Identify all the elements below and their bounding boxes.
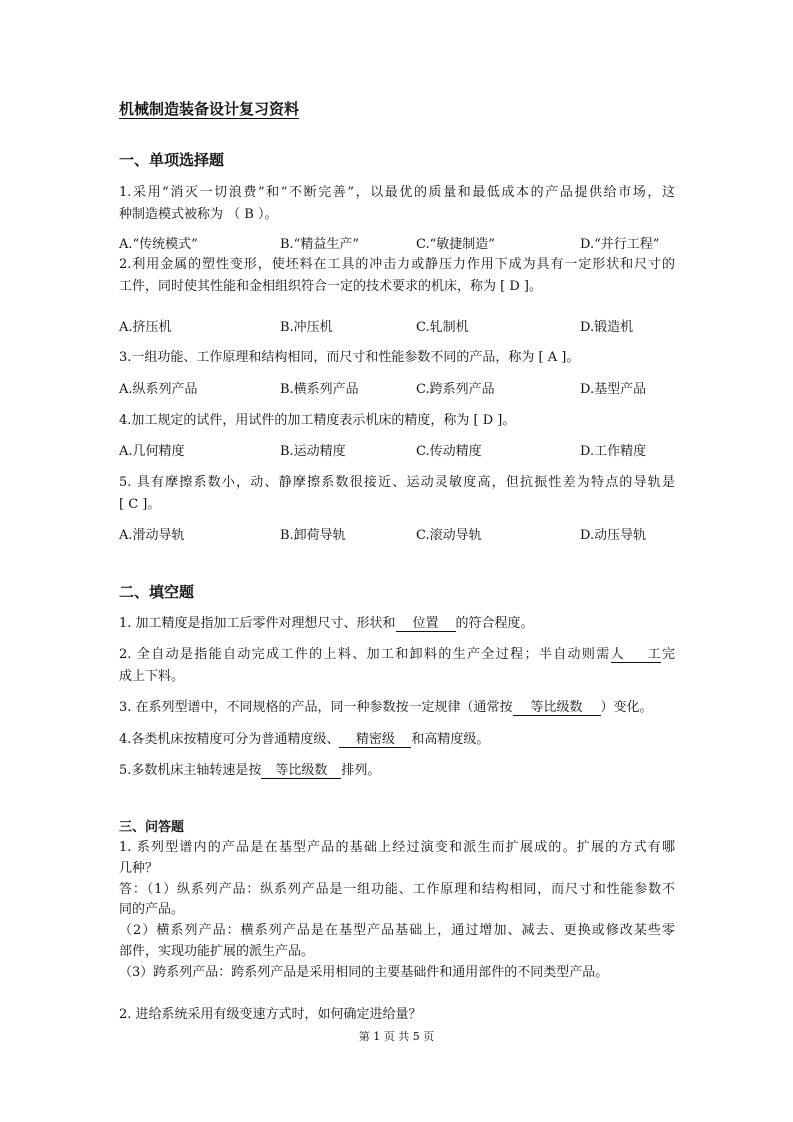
fill-in-question <box>119 763 380 779</box>
qa-text: 部件，实现功能扩展的派生产品。 <box>119 944 315 959</box>
question-text: 和高精度级。 <box>411 732 490 747</box>
fill-in-answer: 等比级数 <box>261 764 341 779</box>
question-text: 成上下料。 <box>119 669 185 684</box>
fill-in-answer: 精密级 <box>339 733 411 748</box>
question-text: 1. 加工精度是指加工后零件对理想尺寸、形状和 <box>119 616 396 631</box>
question-text: 4.加工规定的试件，用试件的加工精度表示机床的精度，称为 [ D ]。 <box>119 413 516 428</box>
fill-in-question <box>119 647 675 663</box>
answer-option: D.“并行工程” <box>580 237 660 252</box>
answer-option: C.传动精度 <box>416 444 482 459</box>
question-text: 工件，同时使其性能和金相组织符合一定的技术要求的机床，称为 [ D ]。 <box>119 279 542 294</box>
answer-option: B.横系列产品 <box>280 382 359 397</box>
answer-option: D.动压导轨 <box>580 528 647 543</box>
question-text: [ C ]。 <box>119 497 161 512</box>
question-text: 种制造模式被称为 （ B ）。 <box>119 207 278 222</box>
answer-option: A.纵系列产品 <box>119 382 198 397</box>
question-text: 2.利用金属的塑性变形，使坯料在工具的冲击力或静压力作用下成为具有一定形状和尺寸的 <box>119 257 675 272</box>
document-title: 机械制造装备设计复习资料 <box>119 100 300 118</box>
question-text: 3. 在系列型谱中，不同规格的产品，同一种参数按一定规律（通常按 <box>119 700 513 715</box>
question-text: 2. 全自动是指能自动完成工件的上料、加工和卸料的生产全过程；半自动则需 <box>119 647 611 662</box>
question-text: 3.一组功能、工作原理和结构相同，而尺寸和性能参数不同的产品，称为 [ A ]。 <box>119 350 580 365</box>
fill-in-question <box>119 732 489 748</box>
answer-option: A.几何精度 <box>119 444 185 459</box>
question-text: 4.各类机床按精度可分为普通精度级、 <box>119 732 340 747</box>
section-heading-fill: 二、填空题 <box>119 583 195 601</box>
fill-in-question <box>119 616 534 632</box>
question-text: 排列。 <box>341 763 381 778</box>
answer-option: C.滚动导轨 <box>416 528 482 543</box>
fill-in-question <box>119 700 653 716</box>
question-text: 5.多数机床主轴转速是按 <box>119 763 262 778</box>
answer-option: D.基型产品 <box>580 382 647 397</box>
answer-option: B.卸荷导轨 <box>280 528 346 543</box>
section-heading-qa: 三、问答题 <box>119 820 185 835</box>
answer-option: B.“精益生产” <box>280 237 359 252</box>
answer-option: A.“传统模式” <box>119 237 198 252</box>
question-text: ）变化。 <box>600 700 653 715</box>
qa-text: 几种？ <box>119 860 159 876</box>
question-text: 的符合程度。 <box>455 616 534 631</box>
answer-option: B.运动精度 <box>280 444 346 459</box>
answer-option: D.工作精度 <box>580 444 647 459</box>
qa-text: （3）跨系列产品：跨系列产品是采用相同的主要基础件和通用部件的不同类型产品。 <box>119 964 609 980</box>
question-text: 1.采用“消灭一切浪费”和“不断完善”，以最优的质量和最低成本的产品提供给市场，这 <box>119 185 675 200</box>
fill-in-answer: 位置 <box>396 617 456 632</box>
qa-text: （2）横系列产品：横系列产品是在基型产品基础上，通过增加、减去、更换或修改某些零 <box>119 923 675 939</box>
answer-option: A.挤压机 <box>119 320 172 335</box>
question-text: 5. 具有摩擦系数小，动、静摩擦系数很接近、运动灵敏度高，但抗振性差为特点的导轨是 <box>119 475 675 490</box>
answer-option: B.冲压机 <box>280 320 333 335</box>
qa-text: 1. 系列型谱内的产品是在基型产品的基础上经过演变和派生而扩展成的。扩展的方式有哪 <box>119 840 675 855</box>
fill-in-answer: 等比级数 <box>513 701 601 716</box>
qa-text: 同的产品。 <box>119 902 185 918</box>
section-heading-choice: 一、单项选择题 <box>119 151 225 169</box>
answer-option: D.锻造机 <box>580 320 634 335</box>
answer-option: A.滑动导轨 <box>119 528 185 543</box>
qa-question-2: 2. 进给系统采用有级变速方式时，如何确定进给量？ <box>119 1007 422 1022</box>
question-text: 完 <box>660 647 675 662</box>
answer-option: C.跨系列产品 <box>416 382 495 397</box>
page-footer: 第 1 页 共 5 页 <box>358 1030 435 1043</box>
qa-text: 答：（1）纵系列产品：纵系列产品是一组功能、工作原理和结构相同，而尺寸和性能参数不 <box>119 881 675 897</box>
answer-option: C.“敏捷制造” <box>416 237 495 252</box>
answer-option: C.轧制机 <box>416 320 469 335</box>
fill-in-answer: 人工 <box>610 647 661 662</box>
